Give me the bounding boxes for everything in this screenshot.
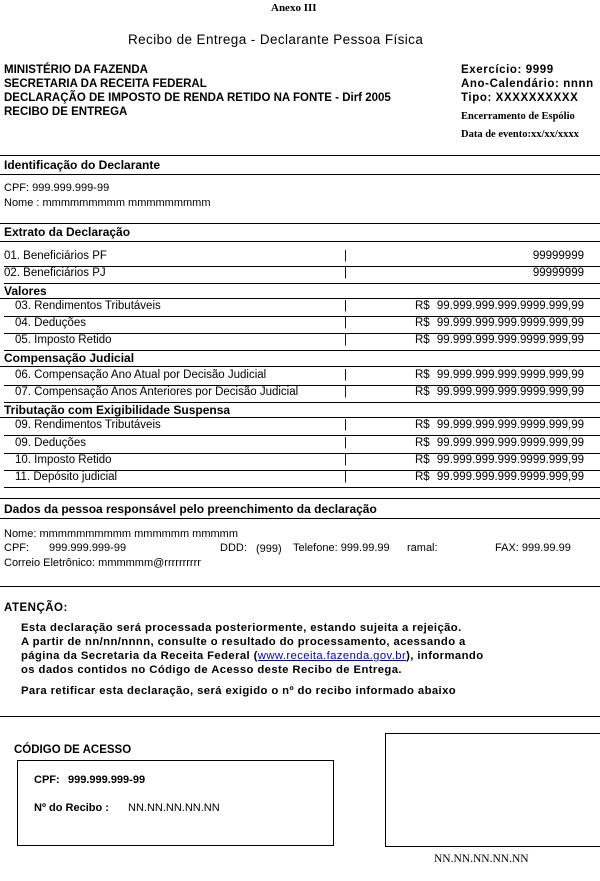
divider <box>0 298 600 299</box>
table-row <box>4 386 600 403</box>
responsavel-cpf-label: CPF: <box>4 542 30 554</box>
telefone: Telefone: 999.99.99 <box>293 542 390 554</box>
valores-heading: Valores <box>4 284 47 298</box>
row-label: 06. Compensação Ano Atual por Decisão Judicial <box>15 369 267 381</box>
row-separator: | <box>344 471 347 483</box>
divider <box>0 417 600 418</box>
row-value: 99.999.999.999.9999.999,99 <box>436 471 584 483</box>
row-line <box>4 435 600 436</box>
header-line-4: RECIBO DE ENTREGA <box>4 106 128 118</box>
footer-recibo-number: NN.NN.NN.NN.NN <box>434 853 529 865</box>
row-label: 09. Rendimentos Tributáveis <box>15 419 161 431</box>
header-line-3: DECLARAÇÃO DE IMPOSTO DE RENDA RETIDO NA FONTE - Dirf 2005 <box>4 92 391 104</box>
currency-symbol: R$ <box>415 386 430 398</box>
row-value: 99.999.999.999.9999.999,99 <box>436 369 584 381</box>
row-separator: | <box>344 386 347 398</box>
row-separator: | <box>344 250 347 262</box>
divider <box>0 223 600 224</box>
currency-symbol: R$ <box>415 437 430 449</box>
row-label: 01. Beneficiários PF <box>4 250 107 262</box>
atencao-text: página da Secretaria da Receita Federal ( <box>21 650 258 662</box>
currency-symbol: R$ <box>415 471 430 483</box>
row-separator: | <box>344 300 347 312</box>
codigo-cpf: 999.999.999-99 <box>68 774 146 786</box>
row-separator: | <box>344 437 347 449</box>
header-line-2: SECRETARIA DA RECEITA FEDERAL <box>4 78 207 90</box>
declarante-nome: Nome : mmmmmmmmm mmmmmmmmm <box>4 197 211 209</box>
ddd-label: DDD: <box>220 542 247 554</box>
table-row <box>4 250 600 267</box>
correio-eletronico: Correio Eletrônico: mmmmmm@rrrrrrrrrr <box>4 557 201 569</box>
recibo-label: Nº do Recibo : <box>34 802 109 814</box>
page-title: Recibo de Entrega - Declarante Pessoa Física <box>128 32 424 47</box>
codigo-heading: CÓDIGO DE ACESSO <box>14 744 132 756</box>
ministry-header <box>4 63 391 119</box>
row-value: 99.999.999.999.9999.999,99 <box>436 454 584 466</box>
currency-symbol: R$ <box>415 300 430 312</box>
row-label: 11. Depósito judicial <box>15 471 118 483</box>
table-row <box>4 267 600 284</box>
responsavel-heading: Dados da pessoa responsável pelo preenchimento da declaração <box>4 502 377 516</box>
encerramento-espolio: Encerramento de Espólio <box>461 111 575 122</box>
header-line-1: MINISTÉRIO DA FAZENDA <box>4 64 148 76</box>
row-value: 99.999.999.999.9999.999,99 <box>436 419 584 431</box>
receita-link[interactable]: www.receita.fazenda.gov.br <box>257 650 407 662</box>
currency-symbol: R$ <box>415 369 430 381</box>
row-separator: | <box>344 334 347 346</box>
row-label: 03. Rendimentos Tributáveis <box>15 300 161 312</box>
row-separator: | <box>344 454 347 466</box>
table-row <box>4 419 600 436</box>
divider <box>0 174 600 175</box>
responsavel-nome: Nome: mmmmmmmmmm mmmmmm mmmmm <box>4 528 238 540</box>
divider <box>0 155 600 156</box>
row-value: 99999999 <box>532 250 584 262</box>
divider <box>0 716 600 717</box>
fax: FAX: 999.99.99 <box>495 542 571 554</box>
codigo-cpf-label: CPF: <box>34 774 60 786</box>
row-label: 02. Beneficiários PJ <box>4 267 106 279</box>
exercicio: Exercício: 9999 <box>461 64 554 76</box>
row-value: 99999999 <box>532 267 584 279</box>
table-row <box>4 369 600 386</box>
atencao-paragraph-2b <box>21 650 484 662</box>
identificacao-heading: Identificação do Declarante <box>4 158 161 172</box>
row-line <box>4 283 600 284</box>
currency-symbol: R$ <box>415 334 430 346</box>
recibo-number: NN.NN.NN.NN.NN <box>128 802 220 814</box>
currency-symbol: R$ <box>415 454 430 466</box>
row-separator: | <box>344 369 347 381</box>
divider <box>0 366 600 367</box>
row-label: 09. Deduções <box>15 437 86 449</box>
atencao-heading: ATENÇÃO: <box>4 602 68 614</box>
currency-symbol: R$ <box>415 419 430 431</box>
ddd-value: (999) <box>256 543 282 555</box>
row-separator: | <box>344 419 347 431</box>
row-label: 04. Deduções <box>15 317 86 329</box>
table-row <box>4 454 600 471</box>
stamp-box <box>385 733 600 847</box>
atencao-paragraph-2c: os dados contidos no Código de Acesso deste Recibo de Entrega. <box>21 664 402 676</box>
row-separator: | <box>344 267 347 279</box>
atencao-paragraph-3: Para retificar esta declaração, será exigido o nº do recibo informado abaixo <box>21 685 457 697</box>
row-value: 99.999.999.999.9999.999,99 <box>436 300 584 312</box>
divider <box>0 498 600 499</box>
row-value: 99.999.999.999.9999.999,99 <box>436 437 584 449</box>
tributacao-heading: Tributação com Exigibilidade Suspensa <box>4 403 231 417</box>
atencao-paragraph-2a: A partir de nn/nn/nnnn, consulte o resultado do processamento, acessando a <box>21 636 466 648</box>
annex-label: Anexo III <box>271 2 317 14</box>
compensacao-heading: Compensação Judicial <box>4 351 135 365</box>
responsavel-cpf: 999.999.999-99 <box>49 542 127 554</box>
row-label: 10. Imposto Retido <box>15 454 112 466</box>
table-row <box>4 317 600 334</box>
data-evento: Data de evento:xx/xx/xxxx <box>461 129 579 140</box>
row-value: 99.999.999.999.9999.999,99 <box>436 386 584 398</box>
table-row <box>4 471 600 488</box>
declarante-cpf: CPF: 999.999.999-99 <box>4 182 110 194</box>
divider <box>0 241 600 242</box>
divider <box>0 518 600 519</box>
atencao-text: ), informando <box>406 650 484 662</box>
ramal: ramal: <box>407 542 438 554</box>
ano-calendario: Ano-Calendário: nnnn <box>461 78 594 90</box>
atencao-paragraph-1: Esta declaração será processada posteriormente, estando sujeita a rejeição. <box>21 622 462 634</box>
row-label: 05. Imposto Retido <box>15 334 112 346</box>
row-line <box>4 487 600 488</box>
table-row <box>4 300 600 317</box>
extrato-heading: Extrato da Declaração <box>4 225 131 239</box>
row-value: 99.999.999.999.9999.999,99 <box>436 317 584 329</box>
tipo: Tipo: XXXXXXXXXX <box>461 92 579 104</box>
table-row <box>4 334 600 351</box>
divider <box>0 586 600 587</box>
row-separator: | <box>344 317 347 329</box>
row-label: 07. Compensação Anos Anteriores por Decisão Judicial <box>15 386 299 398</box>
table-row <box>4 437 600 454</box>
row-value: 99.999.999.999.9999.999,99 <box>436 334 584 346</box>
currency-symbol: R$ <box>415 317 430 329</box>
